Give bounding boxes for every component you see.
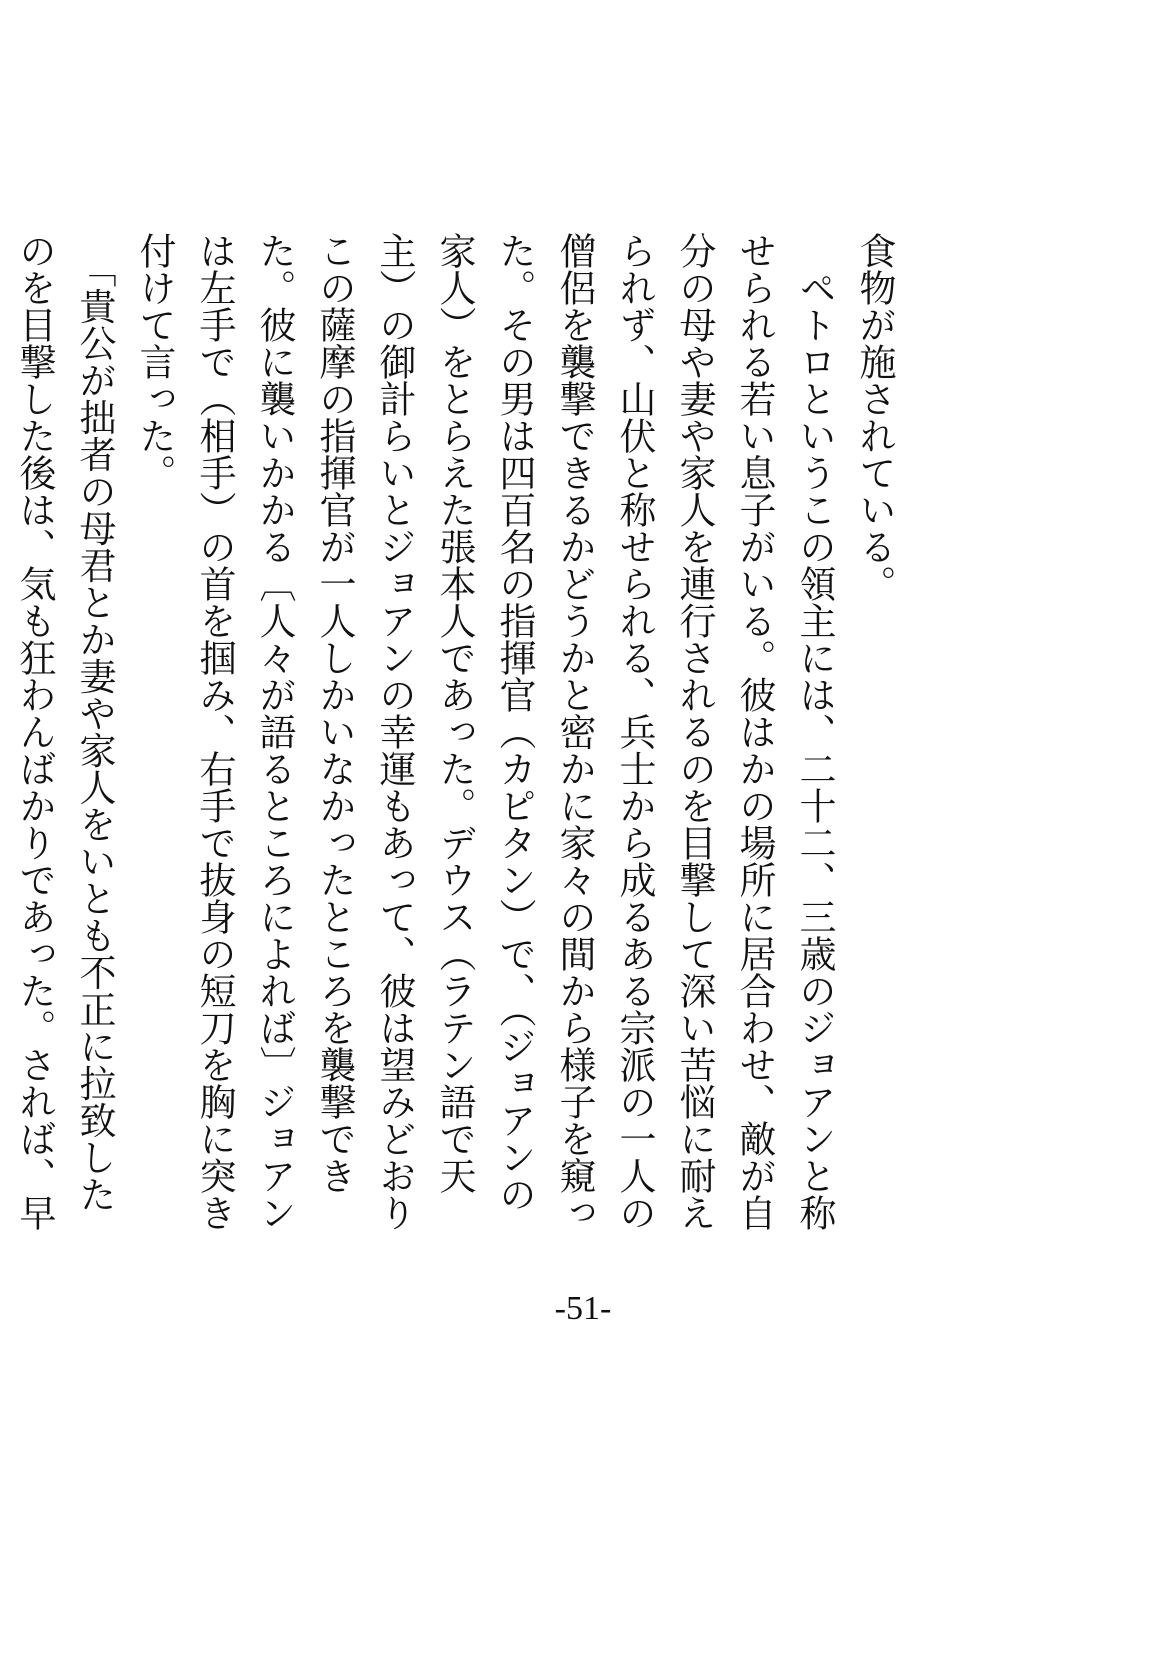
paragraph-joan-attack: ペトロというこの領主には、二十二、三歳のジョアンと称せられる若い息子がいる。彼はかの場所に居合わせ、敵が自分の母や妻や家人を連行されるのを目撃して深い苦悩に耐えられず、山伏と称せられる、兵士から成るある宗派の一人の僧侶を襲撃できるかどうかと密かに家々の間から様子を窺った。その男は四百名の指揮官（カピタン）で、（ジョアンの家人）をとらえた張本人であった。デウス（ラテン語で天主）の御計らいとジョアンの幸運もあって、彼は望みどおりこの薩摩の指揮官が一人しかいなかったところを襲撃できた。彼に襲いかかる〔人々が語るところによれば〕ジョアンは左手で（相手）の首を掴み、右手で抜身の短刀を胸に突き付けて言った。: [133, 232, 836, 1231]
vertical-text-body: [13, 232, 904, 1232]
paragraph-joan-speech: 「貴公が拙者の母君とか妻や家人をいとも不正に拉致したのを目撃した後は、気も狂わんばかりであった。されば、早: [13, 232, 116, 1231]
paragraph-food: 食物が施されている。: [853, 232, 896, 602]
page-number: -51-: [554, 1290, 612, 1327]
